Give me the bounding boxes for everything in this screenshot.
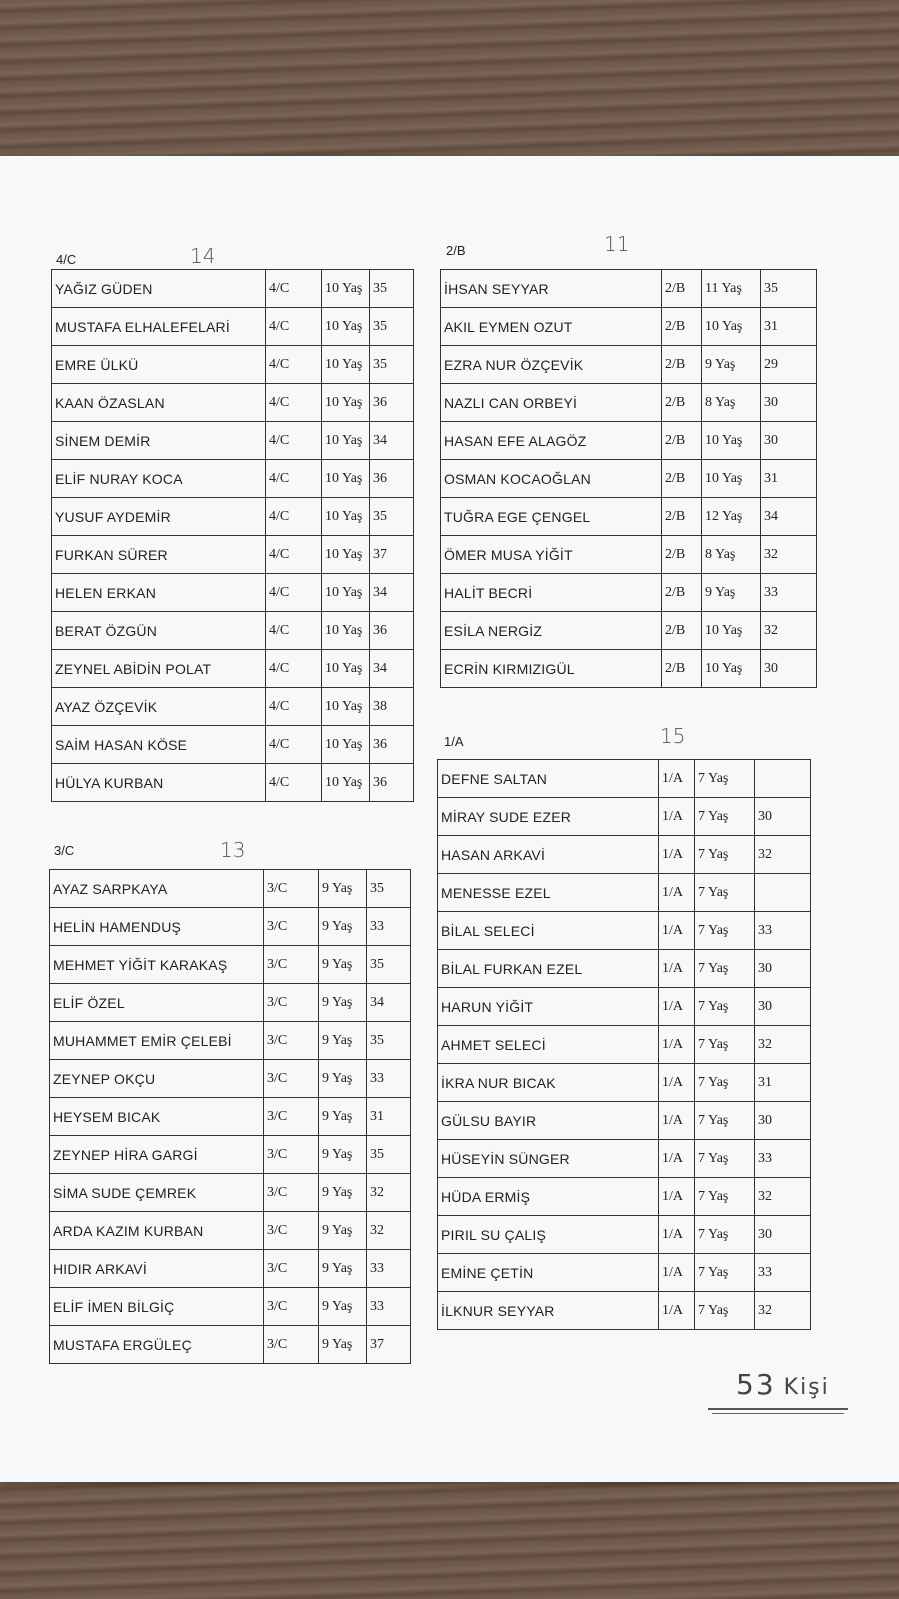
class-cell: 3/C (264, 1326, 319, 1364)
class-cell: 2/B (662, 650, 702, 688)
number-cell: 34 (367, 984, 411, 1022)
class-cell: 3/C (264, 1022, 319, 1060)
table-row (50, 1136, 411, 1174)
table-row (438, 1254, 811, 1292)
table-row (52, 422, 414, 460)
table-row (438, 1064, 811, 1102)
student-name-cell: HELİN HAMENDUŞ (50, 908, 264, 946)
age-cell: 12 Yaş (702, 498, 761, 536)
age-cell: 9 Yaş (319, 1212, 367, 1250)
class-cell: 4/C (266, 574, 322, 612)
age-cell: 10 Yaş (322, 346, 370, 384)
age-cell: 9 Yaş (319, 870, 367, 908)
age-cell: 9 Yaş (319, 1250, 367, 1288)
age-cell: 10 Yaş (322, 574, 370, 612)
number-cell: 30 (755, 1102, 811, 1140)
student-name-cell: AYAZ SARPKAYA (50, 870, 264, 908)
class-cell: 3/C (264, 908, 319, 946)
student-name-cell: HIDIR ARKAVİ (50, 1250, 264, 1288)
table-row (441, 270, 817, 308)
table-row (438, 760, 811, 798)
student-name-cell: HÜSEYİN SÜNGER (438, 1140, 659, 1178)
number-cell: 35 (761, 270, 817, 308)
age-cell: 7 Yaş (695, 1102, 755, 1140)
number-cell: 32 (367, 1212, 411, 1250)
age-cell: 7 Yaş (695, 988, 755, 1026)
table-row (52, 726, 414, 764)
wooden-desk-top (0, 0, 899, 160)
student-name-cell: HEYSEM BICAK (50, 1098, 264, 1136)
age-cell: 10 Yaş (322, 460, 370, 498)
class-cell: 1/A (659, 1254, 695, 1292)
student-name-cell: ESİLA NERGİZ (441, 612, 662, 650)
class-cell: 1/A (659, 1292, 695, 1330)
table-row (52, 536, 414, 574)
number-cell: 36 (370, 612, 414, 650)
table-row (441, 460, 817, 498)
student-name-cell: ARDA KAZIM KURBAN (50, 1212, 264, 1250)
student-name-cell: HASAN EFE ALAGÖZ (441, 422, 662, 460)
group-label-3c: 3/C (54, 843, 75, 858)
student-name-cell: ZEYNEL ABİDİN POLAT (52, 650, 266, 688)
age-cell: 7 Yaş (695, 760, 755, 798)
age-cell: 7 Yaş (695, 1140, 755, 1178)
number-cell: 30 (761, 422, 817, 460)
roster-table-2b (440, 269, 817, 688)
number-cell: 30 (761, 650, 817, 688)
total-word: Kişi (783, 1375, 830, 1400)
table-row (441, 384, 817, 422)
class-cell: 4/C (266, 346, 322, 384)
class-cell: 4/C (266, 688, 322, 726)
student-name-cell: AKIL EYMEN OZUT (441, 308, 662, 346)
number-cell: 33 (367, 1288, 411, 1326)
table-row (50, 908, 411, 946)
table-row (50, 1022, 411, 1060)
table-row (52, 650, 414, 688)
class-cell: 1/A (659, 1140, 695, 1178)
table-row (50, 1212, 411, 1250)
age-cell: 9 Yaş (319, 1174, 367, 1212)
age-cell: 10 Yaş (322, 270, 370, 308)
number-cell: 30 (755, 1216, 811, 1254)
roster-table-1a (437, 759, 811, 1330)
number-cell: 32 (761, 536, 817, 574)
number-cell: 35 (367, 1136, 411, 1174)
student-name-cell: BİLAL SELECİ (438, 912, 659, 950)
class-cell: 3/C (264, 1250, 319, 1288)
table-row (438, 1216, 811, 1254)
class-cell: 1/A (659, 760, 695, 798)
student-name-cell: AHMET SELECİ (438, 1026, 659, 1064)
student-name-cell: ZEYNEP OKÇU (50, 1060, 264, 1098)
age-cell: 7 Yaş (695, 798, 755, 836)
table-row (438, 874, 811, 912)
class-cell: 2/B (662, 460, 702, 498)
age-cell: 7 Yaş (695, 950, 755, 988)
class-cell: 3/C (264, 946, 319, 984)
table-row (438, 988, 811, 1026)
student-name-cell: İLKNUR SEYYAR (438, 1292, 659, 1330)
student-name-cell: HÜLYA KURBAN (52, 764, 266, 802)
student-name-cell: ELİF NURAY KOCA (52, 460, 266, 498)
roster-table-3c (49, 869, 411, 1364)
age-cell: 9 Yaş (319, 1288, 367, 1326)
table-row (50, 1060, 411, 1098)
table-row (52, 460, 414, 498)
student-name-cell: HÜDA ERMİŞ (438, 1178, 659, 1216)
number-cell: 34 (370, 650, 414, 688)
class-cell: 1/A (659, 1102, 695, 1140)
age-cell: 10 Yaş (322, 308, 370, 346)
class-cell: 2/B (662, 612, 702, 650)
handwritten-count-4c: 14 (190, 244, 216, 268)
number-cell (755, 760, 811, 798)
age-cell: 8 Yaş (702, 536, 761, 574)
number-cell: 32 (755, 1292, 811, 1330)
age-cell: 10 Yaş (702, 308, 761, 346)
age-cell: 9 Yaş (319, 1326, 367, 1364)
class-cell: 2/B (662, 498, 702, 536)
group-label-1a: 1/A (444, 734, 464, 749)
class-cell: 2/B (662, 422, 702, 460)
student-name-cell: PIRIL SU ÇALIŞ (438, 1216, 659, 1254)
student-name-cell: MENESSE EZEL (438, 874, 659, 912)
table-row (50, 1326, 411, 1364)
table-row (50, 946, 411, 984)
age-cell: 8 Yaş (702, 384, 761, 422)
class-cell: 4/C (266, 536, 322, 574)
table-row (50, 1174, 411, 1212)
table-row (50, 1250, 411, 1288)
age-cell: 10 Yaş (702, 422, 761, 460)
student-name-cell: NAZLI CAN ORBEYİ (441, 384, 662, 422)
age-cell: 10 Yaş (702, 460, 761, 498)
age-cell: 7 Yaş (695, 912, 755, 950)
student-name-cell: TUĞRA EGE ÇENGEL (441, 498, 662, 536)
student-name-cell: FURKAN SÜRER (52, 536, 266, 574)
student-name-cell: HELEN ERKAN (52, 574, 266, 612)
number-cell: 33 (367, 1060, 411, 1098)
table-row (441, 422, 817, 460)
age-cell: 9 Yaş (319, 946, 367, 984)
number-cell: 29 (761, 346, 817, 384)
age-cell: 10 Yaş (322, 536, 370, 574)
class-cell: 3/C (264, 1174, 319, 1212)
number-cell: 32 (761, 612, 817, 650)
class-cell: 4/C (266, 460, 322, 498)
class-cell: 1/A (659, 1216, 695, 1254)
class-cell: 1/A (659, 836, 695, 874)
number-cell: 31 (761, 460, 817, 498)
table-row (50, 1098, 411, 1136)
student-name-cell: SİMA SUDE ÇEMREK (50, 1174, 264, 1212)
student-name-cell: İHSAN SEYYAR (441, 270, 662, 308)
number-cell: 30 (761, 384, 817, 422)
table-row (50, 870, 411, 908)
number-cell: 35 (370, 270, 414, 308)
age-cell: 9 Yaş (319, 1098, 367, 1136)
number-cell: 35 (367, 946, 411, 984)
number-cell: 32 (367, 1174, 411, 1212)
wooden-desk-bottom (0, 1478, 899, 1599)
table-row (438, 836, 811, 874)
class-cell: 1/A (659, 1178, 695, 1216)
table-row (50, 984, 411, 1022)
student-name-cell: SAİM HASAN KÖSE (52, 726, 266, 764)
age-cell: 10 Yaş (322, 498, 370, 536)
age-cell: 7 Yaş (695, 1064, 755, 1102)
student-name-cell: EMİNE ÇETİN (438, 1254, 659, 1292)
total-underline (708, 1408, 848, 1410)
student-name-cell: ELİF ÖZEL (50, 984, 264, 1022)
age-cell: 10 Yaş (322, 688, 370, 726)
roster-table-4c (51, 269, 414, 802)
table-row (438, 1292, 811, 1330)
student-name-cell: HASAN ARKAVİ (438, 836, 659, 874)
number-cell: 36 (370, 384, 414, 422)
student-name-cell: YUSUF AYDEMİR (52, 498, 266, 536)
class-cell: 1/A (659, 1026, 695, 1064)
table-row (441, 574, 817, 612)
class-cell: 1/A (659, 798, 695, 836)
group-label-2b: 2/B (446, 243, 466, 258)
class-cell: 4/C (266, 270, 322, 308)
number-cell: 30 (755, 798, 811, 836)
age-cell: 7 Yaş (695, 1026, 755, 1064)
class-cell: 4/C (266, 612, 322, 650)
table-row (52, 574, 414, 612)
number-cell: 38 (370, 688, 414, 726)
age-cell: 9 Yaş (702, 574, 761, 612)
table-row (50, 1288, 411, 1326)
total-underline-second (712, 1413, 844, 1414)
age-cell: 9 Yaş (319, 1060, 367, 1098)
number-cell: 31 (761, 308, 817, 346)
student-name-cell: ELİF İMEN BİLGİÇ (50, 1288, 264, 1326)
number-cell: 34 (761, 498, 817, 536)
table-row (52, 346, 414, 384)
table-row (441, 536, 817, 574)
handwritten-total (736, 1368, 830, 1401)
class-cell: 2/B (662, 536, 702, 574)
age-cell: 10 Yaş (702, 612, 761, 650)
class-cell: 1/A (659, 912, 695, 950)
student-name-cell: İKRA NUR BICAK (438, 1064, 659, 1102)
number-cell: 35 (370, 498, 414, 536)
number-cell: 36 (370, 764, 414, 802)
number-cell: 31 (367, 1098, 411, 1136)
handwritten-count-2b: 11 (604, 232, 630, 256)
student-name-cell: OSMAN KOCAOĞLAN (441, 460, 662, 498)
class-cell: 3/C (264, 1098, 319, 1136)
number-cell: 32 (755, 1178, 811, 1216)
student-name-cell: MUHAMMET EMİR ÇELEBİ (50, 1022, 264, 1060)
student-name-cell: ÖMER MUSA YİĞİT (441, 536, 662, 574)
number-cell: 31 (755, 1064, 811, 1102)
number-cell: 37 (370, 536, 414, 574)
age-cell: 9 Yaş (702, 346, 761, 384)
table-row (441, 612, 817, 650)
number-cell: 32 (755, 836, 811, 874)
class-cell: 2/B (662, 270, 702, 308)
class-cell: 1/A (659, 1064, 695, 1102)
age-cell: 9 Yaş (319, 908, 367, 946)
age-cell: 11 Yaş (702, 270, 761, 308)
table-row (52, 270, 414, 308)
number-cell: 33 (367, 908, 411, 946)
age-cell: 10 Yaş (322, 384, 370, 422)
class-cell: 2/B (662, 384, 702, 422)
number-cell: 35 (370, 308, 414, 346)
table-row (438, 1178, 811, 1216)
group-label-4c: 4/C (56, 252, 77, 267)
student-name-cell: YAĞIZ GÜDEN (52, 270, 266, 308)
age-cell: 7 Yaş (695, 1254, 755, 1292)
age-cell: 9 Yaş (319, 1022, 367, 1060)
student-name-cell: MUSTAFA ERGÜLEÇ (50, 1326, 264, 1364)
class-cell: 2/B (662, 308, 702, 346)
student-name-cell: MEHMET YİĞİT KARAKAŞ (50, 946, 264, 984)
age-cell: 7 Yaş (695, 874, 755, 912)
table-row (438, 1102, 811, 1140)
number-cell: 36 (370, 726, 414, 764)
number-cell: 33 (755, 1140, 811, 1178)
age-cell: 9 Yaş (319, 984, 367, 1022)
handwritten-count-1a: 15 (660, 724, 686, 748)
student-name-cell: HALİT BECRİ (441, 574, 662, 612)
table-row (52, 764, 414, 802)
student-name-cell: BİLAL FURKAN EZEL (438, 950, 659, 988)
class-cell: 3/C (264, 1060, 319, 1098)
number-cell: 30 (755, 988, 811, 1026)
number-cell (755, 874, 811, 912)
student-name-cell: GÜLSU BAYIR (438, 1102, 659, 1140)
student-name-cell: ZEYNEP HİRA GARGİ (50, 1136, 264, 1174)
number-cell: 35 (367, 870, 411, 908)
table-row (438, 798, 811, 836)
number-cell: 33 (755, 912, 811, 950)
age-cell: 10 Yaş (322, 612, 370, 650)
class-cell: 2/B (662, 574, 702, 612)
age-cell: 10 Yaş (322, 650, 370, 688)
number-cell: 32 (755, 1026, 811, 1064)
student-name-cell: MUSTAFA ELHALEFELARİ (52, 308, 266, 346)
class-cell: 3/C (264, 984, 319, 1022)
age-cell: 7 Yaş (695, 836, 755, 874)
table-row (438, 912, 811, 950)
class-cell: 3/C (264, 1288, 319, 1326)
class-cell: 4/C (266, 308, 322, 346)
class-cell: 4/C (266, 650, 322, 688)
number-cell: 34 (370, 422, 414, 460)
student-name-cell: EMRE ÜLKÜ (52, 346, 266, 384)
age-cell: 10 Yaş (322, 726, 370, 764)
class-cell: 3/C (264, 1212, 319, 1250)
class-cell: 1/A (659, 950, 695, 988)
age-cell: 7 Yaş (695, 1178, 755, 1216)
table-row (438, 950, 811, 988)
number-cell: 34 (370, 574, 414, 612)
table-row (52, 688, 414, 726)
age-cell: 9 Yaş (319, 1136, 367, 1174)
student-name-cell: DEFNE SALTAN (438, 760, 659, 798)
total-count: 53 (736, 1368, 776, 1401)
class-cell: 2/B (662, 346, 702, 384)
class-cell: 4/C (266, 384, 322, 422)
number-cell: 36 (370, 460, 414, 498)
number-cell: 33 (761, 574, 817, 612)
number-cell: 35 (370, 346, 414, 384)
age-cell: 10 Yaş (702, 650, 761, 688)
table-row (52, 498, 414, 536)
age-cell: 7 Yaş (695, 1216, 755, 1254)
class-cell: 4/C (266, 764, 322, 802)
student-name-cell: AYAZ ÖZÇEVİK (52, 688, 266, 726)
table-row (52, 612, 414, 650)
student-name-cell: ECRİN KIRMIZIGÜL (441, 650, 662, 688)
student-name-cell: BERAT ÖZGÜN (52, 612, 266, 650)
handwritten-count-3c: 13 (220, 838, 246, 862)
student-name-cell: KAAN ÖZASLAN (52, 384, 266, 422)
class-cell: 1/A (659, 874, 695, 912)
number-cell: 35 (367, 1022, 411, 1060)
table-row (441, 498, 817, 536)
number-cell: 37 (367, 1326, 411, 1364)
table-row (441, 650, 817, 688)
number-cell: 33 (755, 1254, 811, 1292)
class-cell: 4/C (266, 726, 322, 764)
table-row (52, 308, 414, 346)
class-cell: 3/C (264, 1136, 319, 1174)
age-cell: 10 Yaş (322, 422, 370, 460)
age-cell: 7 Yaş (695, 1292, 755, 1330)
table-row (438, 1140, 811, 1178)
class-cell: 3/C (264, 870, 319, 908)
table-row (441, 308, 817, 346)
student-name-cell: SİNEM DEMİR (52, 422, 266, 460)
table-row (52, 384, 414, 422)
class-cell: 1/A (659, 988, 695, 1026)
class-cell: 4/C (266, 422, 322, 460)
student-name-cell: EZRA NUR ÖZÇEVİK (441, 346, 662, 384)
number-cell: 33 (367, 1250, 411, 1288)
table-row (438, 1026, 811, 1064)
student-name-cell: MİRAY SUDE EZER (438, 798, 659, 836)
table-row (441, 346, 817, 384)
class-cell: 4/C (266, 498, 322, 536)
number-cell: 30 (755, 950, 811, 988)
student-name-cell: HARUN YİĞİT (438, 988, 659, 1026)
age-cell: 10 Yaş (322, 764, 370, 802)
